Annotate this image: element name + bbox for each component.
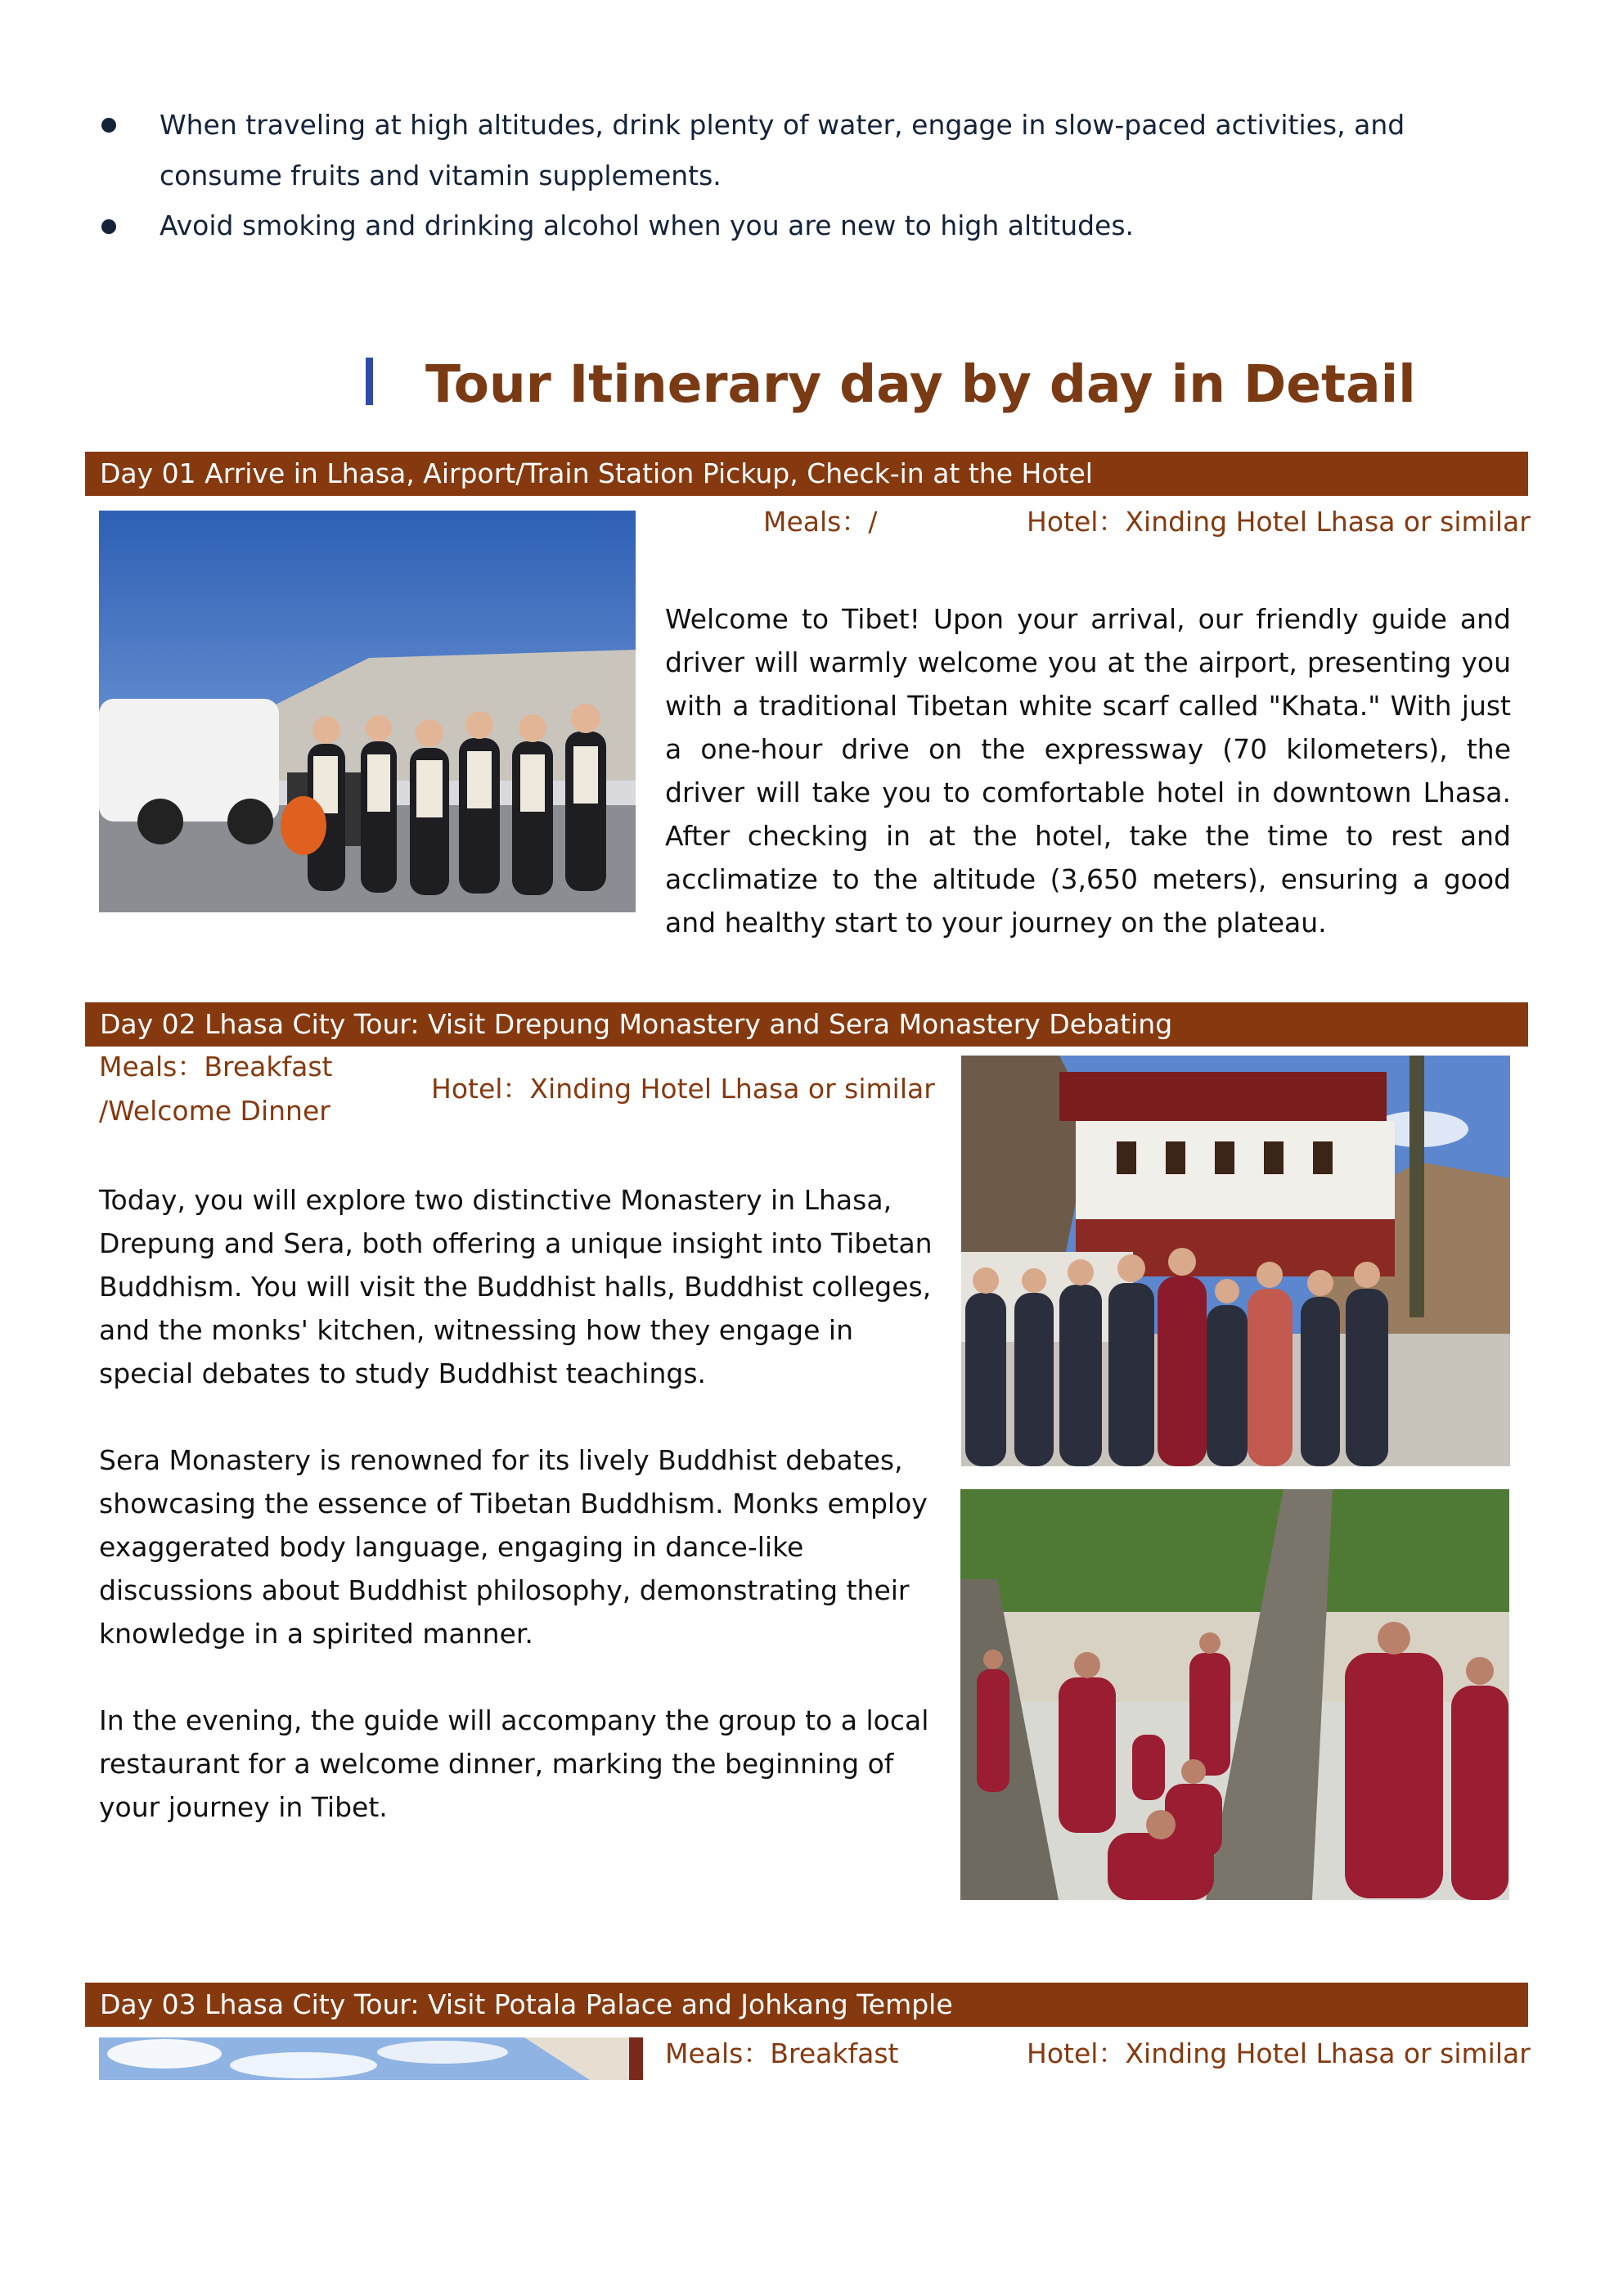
day-01-hotel: Hotel：Xinding Hotel Lhasa or similar [1027, 506, 1531, 538]
tip-2: Avoid smoking and drinking alcohol when you are new to high altitudes. [160, 209, 1135, 241]
tip-1: When traveling at high altitudes, drink plenty of water, engage in slow-paced activities, and consume fruits and vitamin supplements. [160, 109, 1405, 191]
day-02-paragraph-2: Sera Monastery is renowned for its lively Buddhist debates, showcasing the essence of Tibetan Buddhism. Monks employ exaggerated body language, engaging in dance-like discussions about Buddhist philosophy, demonstrating their knowledge in a spirited manner. [99, 1444, 928, 1650]
day-03-meals: Meals：Breakfast [665, 2037, 899, 2069]
day-02-paragraph-3: In the evening, the guide will accompany the group to a local restaurant for a welcome dinner, marking the beginning of your journey in Tibet. [99, 1704, 929, 1823]
day-02-heading: Day 02 Lhasa City Tour: Visit Drepung Monastery and Sera Monastery Debating [85, 1002, 1528, 1047]
day-02-paragraph-1: Today, you will explore two distinctive Monastery in Lhasa, Drepung and Sera, both offering a unique insight into Tibetan Buddhism. You will visit the Buddhist halls, Buddhist colleges, and the monks' kitchen, witnessing how they engage in special debates to study Buddhist teachings. [99, 1184, 933, 1389]
day-02-meals: Meals：Breakfast /Welcome Dinner [99, 1051, 333, 1127]
day-03-photo-partial [99, 2037, 643, 2080]
title-accent-bar [366, 358, 373, 405]
section-title: Tour Itinerary day by day in Detail [425, 354, 1416, 414]
bullet-dot [101, 118, 116, 133]
day-02-hotel: Hotel：Xinding Hotel Lhasa or similar [431, 1073, 935, 1105]
day-03-heading: Day 03 Lhasa City Tour: Visit Potala Palace and Johkang Temple [85, 1983, 1528, 2027]
day-02-photo-sera-debating [960, 1489, 1509, 1900]
day-01-meals: Meals：/ [763, 506, 878, 538]
day-02-description [99, 1178, 933, 1829]
day-02-photo-drepung-group [961, 1056, 1510, 1466]
day-01-description [665, 597, 1511, 944]
day-01-paragraph: Welcome to Tibet! Upon your arrival, our friendly guide and driver will warmly welcome you at the airport, presenting you with a traditional Tibetan white scarf called "Khata." With just a one-hour drive on the expressway (70 kilometers), the driver will take you to comfortable hotel in downtown Lhasa. After checking in at the hotel, take the time to rest and acclimatize to the altitude (3,650 meters), ensuring a good and healthy start to your journey on the plateau. [665, 603, 1511, 939]
day-01-photo-airport-welcome [99, 511, 636, 912]
day-03-hotel: Hotel：Xinding Hotel Lhasa or similar [1027, 2037, 1531, 2069]
day-01-heading: Day 01 Arrive in Lhasa, Airport/Train Station Pickup, Check-in at the Hotel [85, 452, 1528, 496]
bullet-dot [101, 219, 116, 234]
